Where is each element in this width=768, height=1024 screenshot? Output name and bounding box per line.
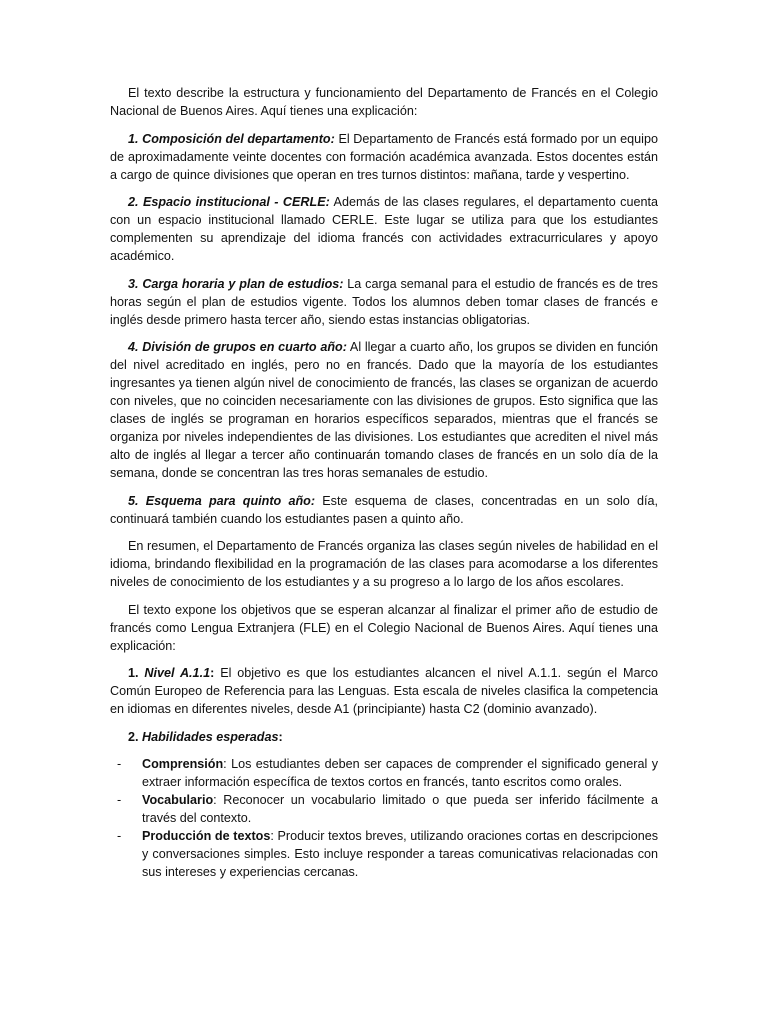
section-label: 4. División de grupos en cuarto año:	[128, 340, 347, 354]
list-dash: -	[117, 829, 122, 843]
list-dash: -	[117, 793, 122, 807]
section-label: 2. Espacio institucional - CERLE:	[128, 195, 330, 209]
item-text: : Los estudiantes deben ser capaces de comprender el significado general y extraer información específica de textos cortos en francés, tanto escritos como orales.	[142, 757, 658, 789]
section-carga-horaria	[110, 275, 658, 329]
list-item	[110, 755, 658, 791]
section-text: Además de las clases regulares, el departamento cuenta con un espacio institucional llamado CERLE. Este lugar se utiliza para que los estudiantes complementen su aprendizaje del idioma francés con actividades extracurriculares y apoyo académico.	[110, 195, 658, 263]
intro-paragraph-fle: El texto expone los objetivos que se esperan alcanzar al finalizar el primer año de estudio de francés como Lengua Extranjera (FLE) en el Colegio Nacional de Buenos Aires. Aquí tienes una explicación:	[110, 602, 658, 653]
intro-paragraph: El texto describe la estructura y funcionamiento del Departamento de Francés en el Colegio Nacional de Buenos Aires. Aquí tienes una explicación:	[110, 86, 658, 118]
objective-colon: :	[210, 666, 215, 680]
item-text: : Producir textos breves, utilizando oraciones cortas en descripciones y conversaciones simples. Esto incluye responder a tareas comunicativas relacionadas con sus intereses y experiencias cercanas.	[142, 829, 659, 879]
objective-text: El objetivo es que los estudiantes alcancen el nivel A.1.1. según el Marco Común Europeo de Referencia para las Lenguas. Esta escala de niveles clasifica la competencia en idiomas en diferentes niveles, desde A1 (principiante) hasta C2 (dominio avanzado).	[110, 666, 658, 716]
skills-heading	[110, 728, 658, 746]
list-item	[110, 827, 658, 881]
list-item	[110, 791, 658, 827]
objective-label: Nivel A.1.1	[144, 666, 211, 680]
objective-number: 1.	[128, 666, 145, 680]
section-text: La carga semanal para el estudio de francés es de tres horas según el plan de estudios vigente. Todos los alumnos deben tomar clases de francés e inglés desde primero hasta tercer año, siendo estas instancias obligatorias.	[110, 276, 658, 327]
skills-number: 2.	[128, 729, 143, 744]
section-quinto-anio	[110, 492, 658, 528]
item-label: Producción de textos	[142, 829, 271, 843]
skills-colon: :	[278, 729, 283, 744]
section-label: 5. Esquema para quinto año:	[128, 493, 316, 508]
section-text: Este esquema de clases, concentradas en un solo día, continuará también cuando los estudiantes pasen a quinto año.	[110, 493, 658, 526]
item-label: Vocabulario	[142, 793, 214, 807]
skills-label: Habilidades esperadas	[142, 729, 279, 744]
section-text: El Departamento de Francés está formado por un equipo de aproximadamente veinte docentes con formación académica avanzada. Estos docentes están a cargo de quince divisiones que operan en tres turnos distintos: mañana, tarde y vespertino.	[110, 131, 658, 182]
section-composicion	[110, 130, 658, 184]
item-label: Comprensión	[142, 757, 224, 771]
section-label: 3. Carga horaria y plan de estudios:	[128, 276, 344, 291]
section-espacio-institucional	[110, 193, 658, 265]
summary-paragraph: En resumen, el Departamento de Francés organiza las clases según niveles de habilidad en el idioma, brindando flexibilidad en la programación de las clases para acomodarse a los diferentes niveles de conocimiento de los estudiantes y a su progreso a lo largo de los años escolares.	[110, 539, 658, 589]
section-text: Al llegar a cuarto año, los grupos se dividen en función del nivel acreditado en inglés, pero no en francés. Dado que la mayoría de los estudiantes ingresantes ya tienen algún nivel de conocimiento de francés, las clases se organizan de acuerdo con niveles, que no coinciden necesariamente con las divisiones de grupos. Esto significa que las clases de inglés se programan en horarios específicos separados, mientras que el francés se organiza por niveles independientes de las divisiones. Los estudiantes que acrediten el nivel más alto de inglés al llegar a tercer año continuarán tomando clases de francés en un solo día de la semana, donde se concentran las tres horas semanales de estudio.	[110, 340, 658, 480]
section-label: 1. Composición del departamento:	[128, 131, 335, 146]
objective-nivel	[110, 664, 658, 718]
skills-list	[110, 755, 658, 881]
item-text: : Reconocer un vocabulario limitado o que pueda ser inferido fácilmente a través del contexto.	[142, 793, 658, 825]
list-dash: -	[117, 757, 122, 771]
section-division-grupos	[110, 338, 658, 482]
